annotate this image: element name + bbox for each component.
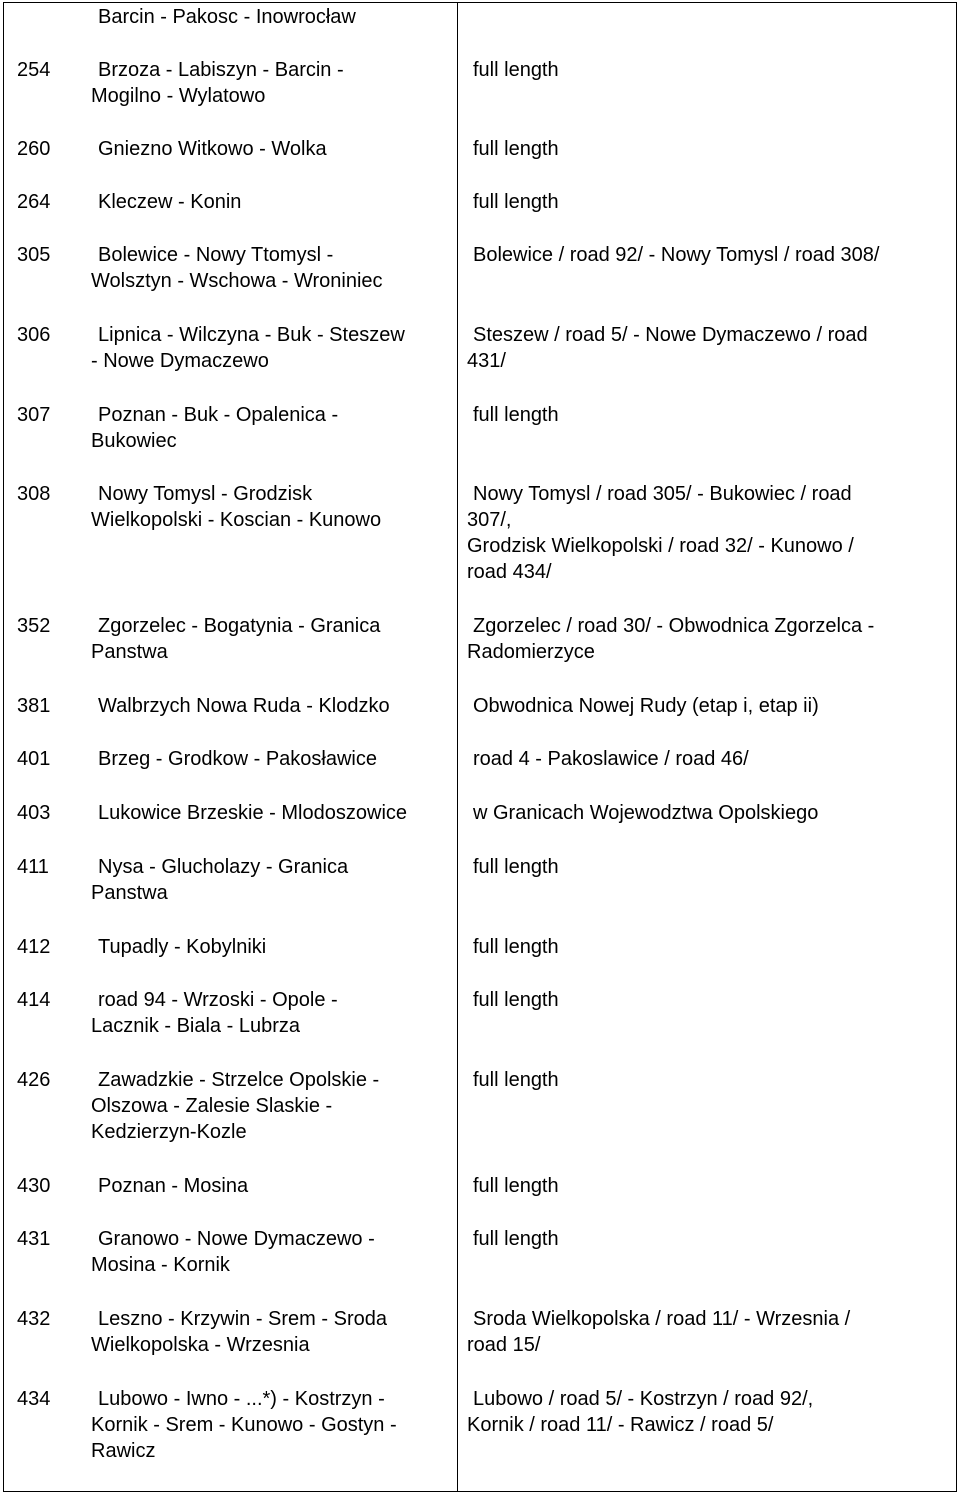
route-cell <box>91 481 381 533</box>
route-cell-line: Zgorzelec - Bogatynia - Granica <box>98 615 381 637</box>
scope-cell <box>467 1226 559 1252</box>
road-number: 307 <box>17 404 51 426</box>
road-number: 414 <box>17 989 51 1011</box>
road-number: 308 <box>17 483 51 505</box>
scope-cell <box>467 1306 850 1358</box>
route-cell-line: Kleczew - Konin <box>98 191 242 213</box>
route-cell <box>91 1386 397 1464</box>
route-cell-line: Panstwa <box>91 641 168 663</box>
scope-cell <box>467 242 879 268</box>
route-cell-line: Brzeg - Grodkow - Pakosławice <box>98 748 377 770</box>
route-cell-line: Wielkopolski - Koscian - Kunowo <box>91 509 382 531</box>
route-cell-line: Granowo - Nowe Dymaczewo - <box>98 1228 375 1250</box>
road-number: 254 <box>17 59 51 81</box>
route-cell-line: Barcin - Pakosc - Inowrocław <box>98 6 356 28</box>
route-cell-line: Mogilno - Wylatowo <box>91 85 266 107</box>
scope-cell <box>467 57 559 83</box>
scope-cell-line: full length <box>473 856 559 878</box>
route-cell <box>91 189 241 215</box>
scope-cell <box>467 854 559 880</box>
road-number: 403 <box>17 802 51 824</box>
road-number: 411 <box>17 856 49 878</box>
scope-cell-line: road 4 - Pakoslawice / road 46/ <box>473 748 749 770</box>
road-number: 305 <box>17 244 51 266</box>
route-cell-line: Leszno - Krzywin - Srem - Sroda <box>98 1308 387 1330</box>
road-number: 401 <box>17 748 51 770</box>
road-number: 431 <box>17 1228 51 1250</box>
route-cell-line: Rawicz <box>91 1440 156 1462</box>
scope-cell-line: road 434/ <box>467 561 552 583</box>
road-number: 434 <box>17 1388 51 1410</box>
road-number: 412 <box>17 936 51 958</box>
scope-cell-line: w Granicach Wojewodztwa Opolskiego <box>473 802 819 824</box>
scope-cell <box>467 613 874 665</box>
route-cell-line: Brzoza - Labiszyn - Barcin - <box>98 59 344 81</box>
route-cell <box>91 136 327 162</box>
route-cell-line: Poznan - Buk - Opalenica - <box>98 404 339 426</box>
scope-cell-line: Lubowo / road 5/ - Kostrzyn / road 92/, <box>473 1388 814 1410</box>
scope-cell-line: full length <box>473 191 559 213</box>
road-number: 432 <box>17 1308 51 1330</box>
route-cell <box>91 854 348 906</box>
route-cell-line: Bolewice - Nowy Ttomysl - <box>98 244 334 266</box>
scope-cell <box>467 1067 559 1093</box>
route-cell-line: Walbrzych Nowa Ruda - Klodzko <box>98 695 390 717</box>
route-cell-line: Kedzierzyn-Kozle <box>91 1121 247 1143</box>
road-number: 430 <box>17 1175 51 1197</box>
route-cell-line: Nysa - Glucholazy - Granica <box>98 856 349 878</box>
route-cell <box>91 746 377 772</box>
route-cell <box>91 613 380 665</box>
scope-cell-line: Zgorzelec / road 30/ - Obwodnica Zgorzelca - <box>473 615 875 637</box>
scope-cell-line: road 15/ <box>467 1334 541 1356</box>
route-cell <box>91 242 383 294</box>
route-cell-line: Panstwa <box>91 882 168 904</box>
scope-cell-line: Sroda Wielkopolska / road 11/ - Wrzesnia / <box>473 1308 851 1330</box>
route-cell-line: Lacznik - Biala - Lubrza <box>91 1015 300 1037</box>
scope-cell-line: Obwodnica Nowej Rudy (etap i, etap ii) <box>473 695 819 717</box>
scope-cell-line: Bolewice / road 92/ - Nowy Tomysl / road 308/ <box>473 244 880 266</box>
scope-cell-line: Kornik / road 11/ - Rawicz / road 5/ <box>467 1414 774 1436</box>
road-number: 352 <box>17 615 51 637</box>
scope-cell <box>467 1173 559 1199</box>
scope-cell-line: Grodzisk Wielkopolski / road 32/ - Kunowo / <box>467 535 854 557</box>
road-number: 381 <box>17 695 51 717</box>
route-cell <box>91 57 344 109</box>
scope-cell <box>467 1386 813 1438</box>
route-cell-line: Mosina - Kornik <box>91 1254 230 1276</box>
route-cell <box>91 934 266 960</box>
road-number: 260 <box>17 138 51 160</box>
scope-cell <box>467 136 559 162</box>
scope-cell-line: full length <box>473 138 559 160</box>
route-cell-line: - Nowe Dymaczewo <box>91 350 269 372</box>
route-cell-line: Zawadzkie - Strzelce Opolskie - <box>98 1069 380 1091</box>
route-cell-line: Gniezno Witkowo - Wolka <box>98 138 327 160</box>
scope-cell <box>467 402 559 428</box>
route-cell-line: Tupadly - Kobylniki <box>98 936 267 958</box>
scope-cell-line: 307/, <box>467 509 512 531</box>
route-cell-line: Lipnica - Wilczyna - Buk - Steszew <box>98 324 405 346</box>
route-cell-line: Lubowo - Iwno - ...*) - Kostrzyn - <box>98 1388 385 1410</box>
route-cell-line: Nowy Tomysl - Grodzisk <box>98 483 313 505</box>
road-number: 426 <box>17 1069 51 1091</box>
route-cell <box>91 1226 375 1278</box>
scope-cell-line: full length <box>473 1069 559 1091</box>
route-cell <box>91 402 338 454</box>
route-cell-line: Kornik - Srem - Kunowo - Gostyn - <box>91 1414 397 1436</box>
route-cell-line: Bukowiec <box>91 430 177 452</box>
scope-cell <box>467 934 559 960</box>
scope-cell <box>467 987 559 1013</box>
route-cell-line: Wolsztyn - Wschowa - Wroniniec <box>91 270 383 292</box>
route-cell-line: Poznan - Mosina <box>98 1175 249 1197</box>
route-cell <box>91 800 407 826</box>
route-cell-line: road 94 - Wrzoski - Opole - <box>98 989 338 1011</box>
route-cell-line: Wielkopolska - Wrzesnia <box>91 1334 310 1356</box>
scope-cell-line: full length <box>473 1175 559 1197</box>
route-cell-line: Olszowa - Zalesie Slaskie - <box>91 1095 333 1117</box>
route-cell <box>91 693 390 719</box>
scope-cell-line: Nowy Tomysl / road 305/ - Bukowiec / road <box>473 483 852 505</box>
route-cell <box>91 1306 387 1358</box>
road-number: 306 <box>17 324 51 346</box>
scope-cell <box>467 693 819 719</box>
route-cell <box>91 1173 248 1199</box>
route-cell <box>91 322 405 374</box>
scope-cell <box>467 189 559 215</box>
scope-cell <box>467 481 854 585</box>
route-cell-line: Lukowice Brzeskie - Mlodoszowice <box>98 802 408 824</box>
route-cell <box>91 987 338 1039</box>
scope-cell-line: full length <box>473 404 559 426</box>
scope-cell <box>467 322 868 374</box>
route-cell <box>91 1067 379 1145</box>
scope-cell-line: Radomierzyce <box>467 641 595 663</box>
route-cell <box>91 4 356 30</box>
road-number: 264 <box>17 191 51 213</box>
scope-cell <box>467 746 749 772</box>
scope-cell-line: full length <box>473 989 559 1011</box>
scope-cell-line: full length <box>473 1228 559 1250</box>
column-divider <box>457 2 458 1492</box>
scope-cell <box>467 800 818 826</box>
scope-cell-line: Steszew / road 5/ - Nowe Dymaczewo / road <box>473 324 868 346</box>
scope-cell-line: full length <box>473 59 559 81</box>
scope-cell-line: full length <box>473 936 559 958</box>
scope-cell-line: 431/ <box>467 350 506 372</box>
